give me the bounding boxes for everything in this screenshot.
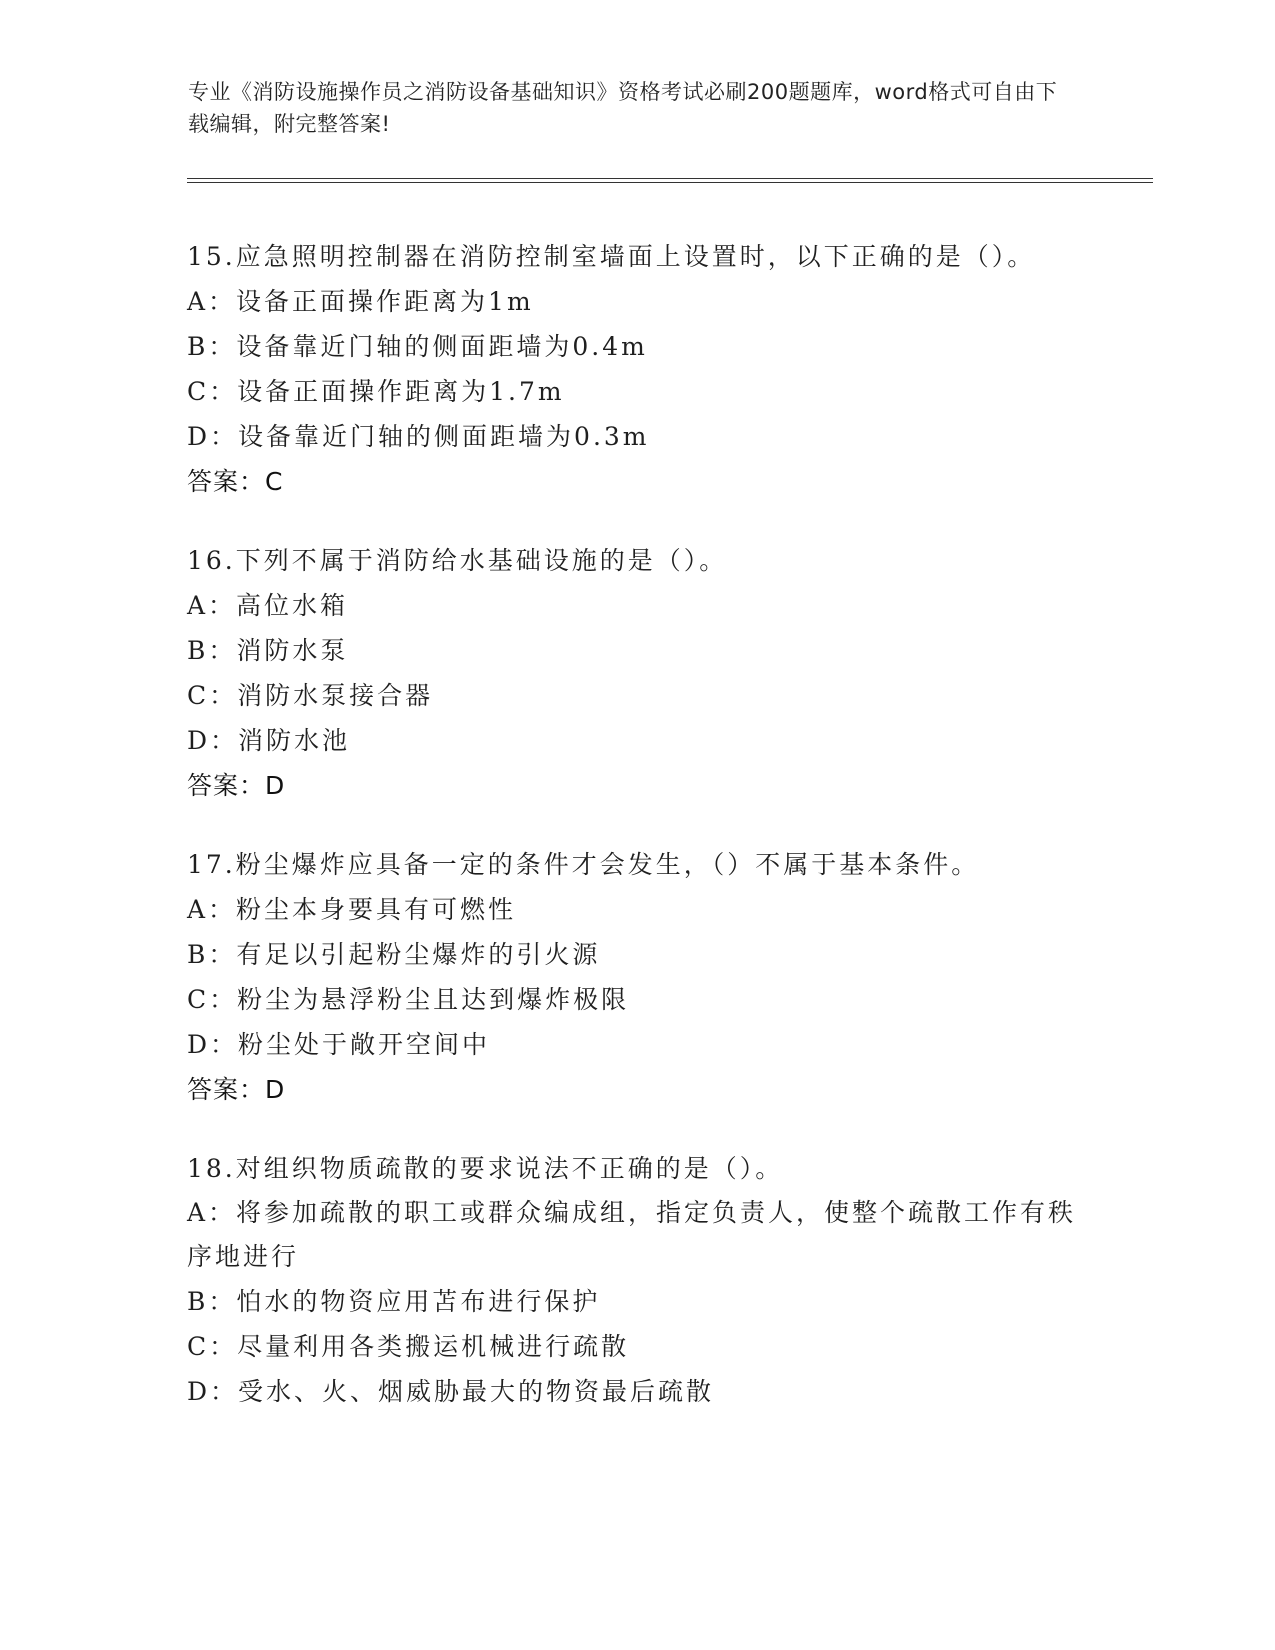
question-18 [187, 1146, 1087, 1414]
answer: 答案：D [187, 1075, 286, 1104]
question-16 [187, 538, 1087, 808]
option-a: A：将参加疏散的职工或群众编成组，指定负责人，使整个疏散工作有秩序地进行 [187, 1198, 1077, 1271]
option-d: D：消防水池 [187, 726, 351, 755]
answer: 答案：D [187, 771, 286, 800]
option-a: A：粉尘本身要具有可燃性 [187, 895, 517, 924]
question-list [187, 234, 1087, 1448]
option-d: D：设备靠近门轴的侧面距墙为0.3m [187, 422, 650, 451]
option-b: B：消防水泵 [187, 636, 349, 665]
question-stem: 18.对组织物质疏散的要求说法不正确的是（）。 [187, 1154, 784, 1183]
option-b: B：设备靠近门轴的侧面距墙为0.4m [187, 332, 648, 361]
document-intro: 专业《消防设施操作员之消防设备基础知识》资格考试必刷200题题库，word格式可自由下载编辑，附完整答案! [188, 80, 1058, 136]
question-stem: 17.粉尘爆炸应具备一定的条件才会发生，（）不属于基本条件。 [187, 850, 980, 879]
option-a: A：设备正面操作距离为1m [187, 287, 534, 316]
option-b: B：有足以引起粉尘爆炸的引火源 [187, 940, 601, 969]
option-d: D：粉尘处于敞开空间中 [187, 1030, 491, 1059]
header-divider-bottom [187, 182, 1153, 183]
option-c: C：消防水泵接合器 [187, 681, 434, 710]
answer: 答案：C [187, 467, 284, 496]
option-c: C：设备正面操作距离为1.7m [187, 377, 565, 406]
option-d: D：受水、火、烟威胁最大的物资最后疏散 [187, 1377, 715, 1406]
question-15 [187, 234, 1087, 504]
option-c: C：尽量利用各类搬运机械进行疏散 [187, 1332, 630, 1361]
question-stem: 16.下列不属于消防给水基础设施的是（）。 [187, 546, 728, 575]
header-divider-top [187, 178, 1153, 179]
option-b: B：怕水的物资应用苫布进行保护 [187, 1287, 601, 1316]
option-c: C：粉尘为悬浮粉尘且达到爆炸极限 [187, 985, 630, 1014]
question-17 [187, 842, 1087, 1112]
question-stem: 15.应急照明控制器在消防控制室墙面上设置时，以下正确的是（）。 [187, 242, 1036, 271]
option-a: A：高位水箱 [187, 591, 349, 620]
